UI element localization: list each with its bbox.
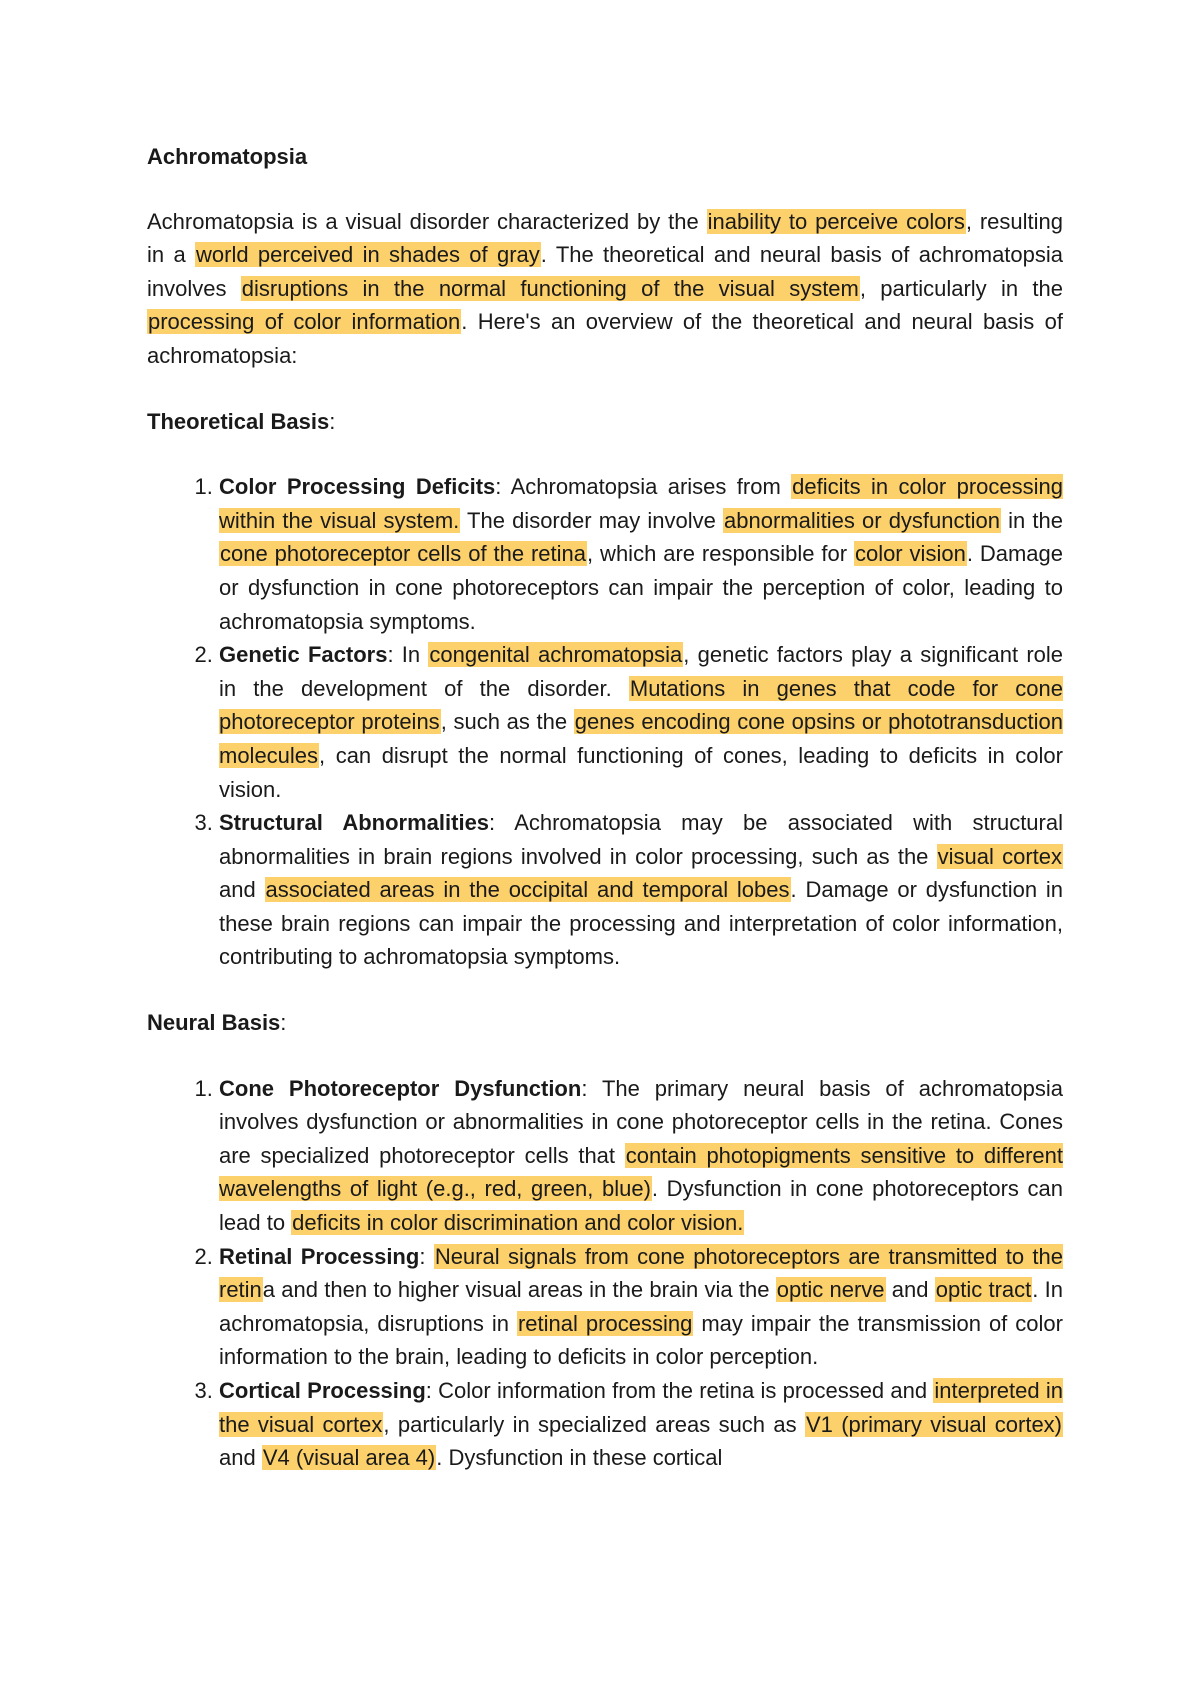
body-text: , can disrupt the normal functioning of cones, leading to deficits in color vision. xyxy=(219,742,1063,802)
body-text: and xyxy=(219,1445,262,1471)
body-text: . Dysfunction in cone photoreceptors can lead to xyxy=(219,1176,1063,1236)
intro-paragraph xyxy=(147,205,1063,373)
highlighted-text: V4 (visual area 4) xyxy=(262,1445,436,1471)
body-text: : The primary neural basis of achromatopsia involves dysfunction or abnormalities in cone photoreceptor cells in the retina. Cones are specialized photoreceptor cells that xyxy=(219,1075,1064,1168)
highlighted-text: V1 (primary visual cortex) xyxy=(805,1411,1063,1437)
body-text: in the xyxy=(1001,507,1063,533)
body-text: . Damage or dysfunction in cone photoreceptors can impair the perception of color, leading to achromatopsia symptoms. xyxy=(219,541,1063,634)
body-text: : Color information from the retina is processed and xyxy=(425,1378,934,1403)
document-title: Achromatopsia xyxy=(147,144,308,169)
section-heading-neural: Neural Basis: xyxy=(147,1010,287,1036)
highlighted-text: contain photopigments sensitive to different wavelengths of light (e.g., red, green, blue) xyxy=(219,1142,1063,1202)
highlighted-text: deficits in color discrimination and color vision. xyxy=(292,1210,744,1236)
body-text: The disorder may involve xyxy=(460,507,724,533)
body-text: : xyxy=(419,1243,434,1269)
highlighted-text: visual cortex xyxy=(937,843,1062,869)
highlighted-text: world perceived in shades of gray xyxy=(196,242,540,268)
highlighted-text: inability to perceive colors xyxy=(707,208,965,234)
body-text: : Achromatopsia may be associated with structural abnormalities in brain regions involved in color processing, such as the xyxy=(219,810,1063,869)
theoretical-list xyxy=(147,470,1063,974)
body-text: : In xyxy=(387,642,429,668)
body-text: , such as the xyxy=(440,709,574,735)
item-term: Cortical Processing xyxy=(219,1378,426,1403)
list-item xyxy=(219,1240,1063,1374)
item-term: Structural Abnormalities xyxy=(219,810,490,836)
list-item xyxy=(219,470,1063,638)
body-text: Achromatopsia is a visual disorder characterized by the xyxy=(147,208,707,234)
body-text: and xyxy=(219,877,265,903)
section-heading-theoretical: Theoretical Basis: xyxy=(147,408,336,434)
body-text: . In achromatopsia, disruptions in xyxy=(219,1277,1063,1336)
body-text: , which are responsible for xyxy=(587,541,854,567)
body-text: . The theoretical and neural basis of achromatopsia involves xyxy=(147,242,1064,301)
body-text: . Damage or dysfunction in these brain regions can impair the processing and interpretation of color information, contributing to achromatopsia symptoms. xyxy=(219,877,1064,970)
highlighted-text: congenital achromatopsia xyxy=(429,642,683,668)
highlighted-text: cone photoreceptor cells of the retina xyxy=(220,541,587,567)
item-term: Cone Photoreceptor Dysfunction xyxy=(219,1075,582,1101)
highlighted-text: disruptions in the normal functioning of the visual system xyxy=(241,275,859,301)
highlighted-text: interpreted in the visual cortex xyxy=(219,1378,1063,1437)
neural-list xyxy=(147,1072,1063,1475)
body-text: . Here's an overview of the theoretical and neural basis of achromatopsia: xyxy=(147,309,1063,368)
highlighted-text: Neural signals from cone photoreceptors are transmitted to the retin xyxy=(219,1243,1063,1303)
highlighted-text: optic nerve xyxy=(776,1277,885,1303)
body-text: , particularly in specialized areas such as xyxy=(383,1411,805,1437)
item-term: Genetic Factors xyxy=(219,642,388,668)
highlighted-text: color vision xyxy=(854,541,966,567)
list-item xyxy=(219,638,1063,806)
list-item xyxy=(219,1072,1063,1240)
highlighted-text: optic tract xyxy=(935,1277,1032,1303)
body-text: a and then to higher visual areas in the brain via the xyxy=(262,1277,776,1303)
highlighted-text: Mutations in genes that code for cone photoreceptor proteins xyxy=(219,675,1063,735)
highlighted-text: abnormalities or dysfunction xyxy=(724,507,1000,533)
body-text: , resulting in a xyxy=(147,208,1063,268)
highlighted-text: associated areas in the occipital and temporal lobes xyxy=(265,877,790,903)
body-text: , particularly in the xyxy=(859,275,1063,301)
highlighted-text: deficits in color processing within the visual system. xyxy=(219,474,1063,533)
body-text: and xyxy=(885,1277,935,1303)
section-heading-text: Neural Basis xyxy=(147,1010,281,1036)
body-text: , genetic factors play a significant role in the development of the disorder. xyxy=(219,642,1064,701)
highlighted-text: retinal processing xyxy=(517,1310,693,1336)
list-item xyxy=(219,1374,1063,1475)
highlighted-text: genes encoding cone opsins or phototransduction molecules xyxy=(219,709,1063,768)
body-text: : Achromatopsia arises from xyxy=(495,474,792,500)
item-term: Retinal Processing xyxy=(219,1243,420,1269)
body-text: . Dysfunction in these cortical xyxy=(436,1445,723,1471)
list-item xyxy=(219,806,1063,974)
body-text: may impair the transmission of color information to the brain, leading to deficits in color perception. xyxy=(219,1310,1063,1370)
item-term: Color Processing Deficits xyxy=(219,474,496,500)
section-heading-text: Theoretical Basis xyxy=(147,408,330,434)
highlighted-text: processing of color information xyxy=(148,309,461,335)
